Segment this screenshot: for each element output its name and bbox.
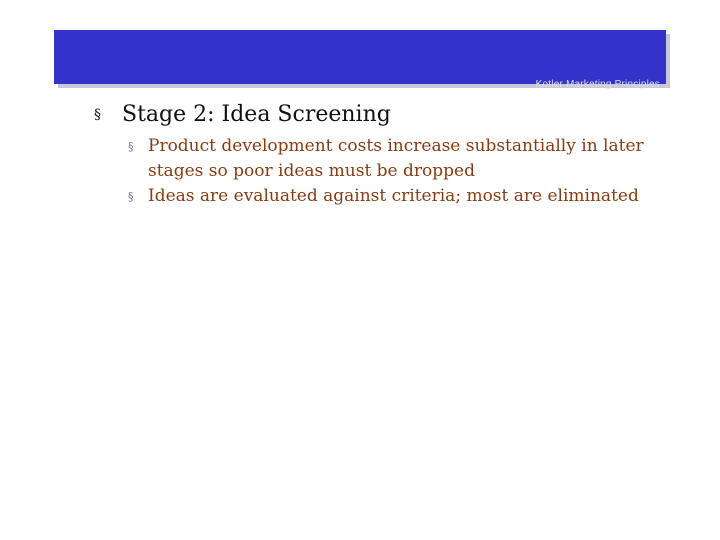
sub-bullet-item (128, 134, 684, 184)
sub-bullet-text: Ideas are evaluated against criteria; most are eliminated (148, 186, 639, 206)
slide-title-bar (54, 30, 666, 84)
square-bullet-icon: § (94, 107, 101, 123)
square-bullet-icon: § (128, 140, 134, 153)
square-bullet-icon: § (128, 190, 134, 203)
slide-content (94, 100, 684, 209)
sub-bullet-text: Product development costs increase substantially in later stages so poor ideas must be dropped (148, 136, 644, 181)
watermark-text: Kotler Marketing Principles (535, 79, 660, 90)
sub-bullet-item (128, 184, 684, 209)
main-bullet-item (94, 100, 684, 130)
sub-bullet-list (94, 134, 684, 209)
main-bullet-text: Stage 2: Idea Screening (122, 102, 391, 127)
